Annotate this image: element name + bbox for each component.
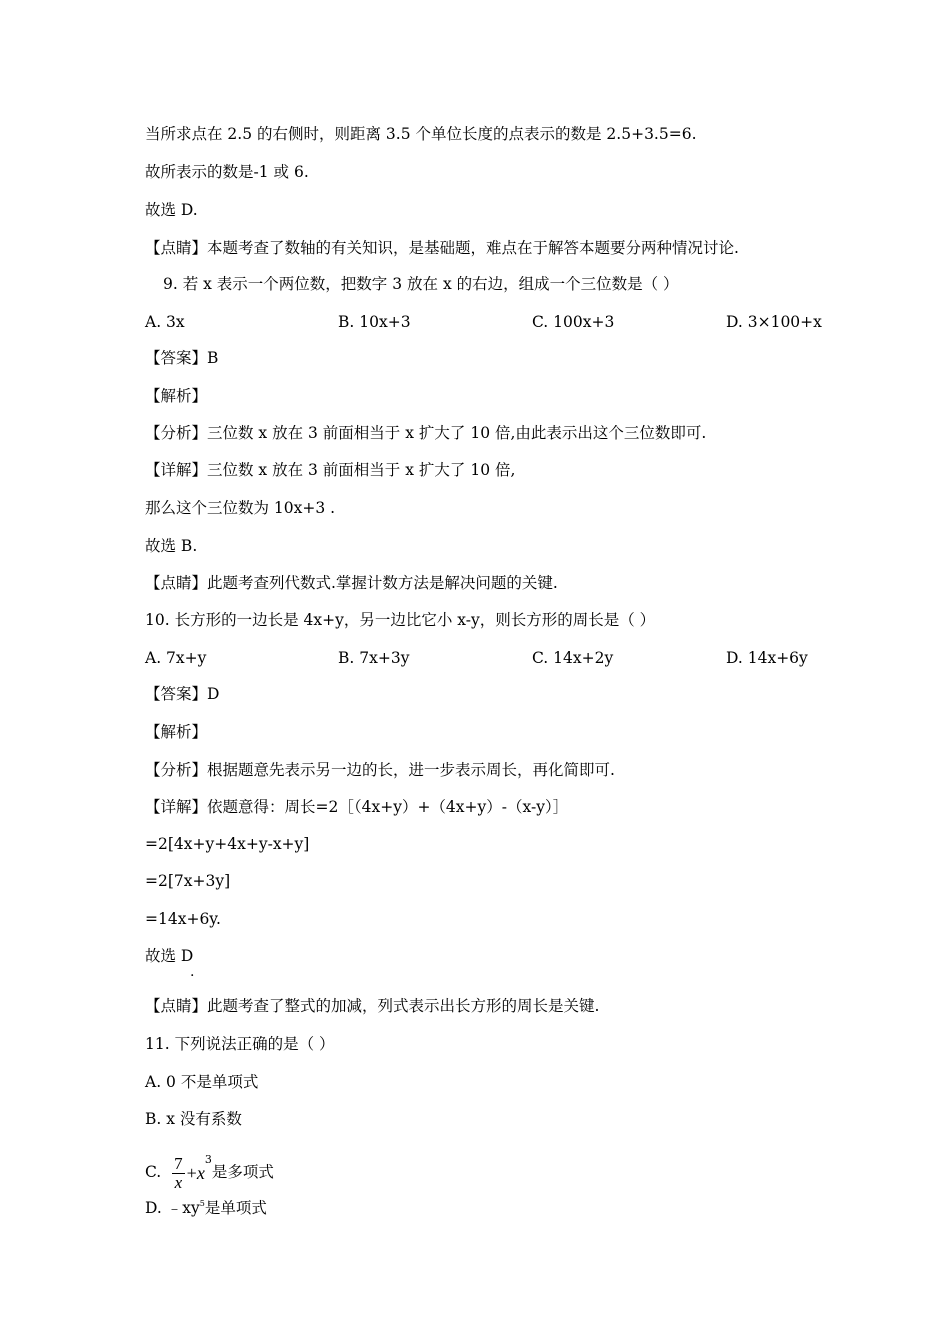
text-line: 那么这个三位数为 10x+3 . — [145, 499, 336, 517]
step-line: =2[7x+3y] — [145, 872, 231, 890]
option-d: D. 14x+6y — [726, 649, 808, 667]
answer-line: 【答案】B — [145, 349, 219, 367]
option-d-prefix: D. ﹣xy — [145, 1199, 200, 1217]
option-b: B. 7x+3y — [338, 649, 410, 667]
fraction-denominator: x — [174, 1172, 183, 1192]
option-a: A. 3x — [145, 313, 185, 331]
option-b: B. x 没有系数 — [145, 1110, 242, 1128]
fraction — [172, 1155, 185, 1192]
detail-line: 【详解】三位数 x 放在 3 前面相当于 x 扩大了 10 倍, — [145, 461, 516, 479]
analysis-heading: 【解析】 — [145, 723, 208, 741]
option-d-text: 是单项式 — [204, 1199, 267, 1217]
variable-x: x — [196, 1163, 205, 1183]
comment-line: 【点睛】本题考查了数轴的有关知识，是基础题，难点在于解答本题要分两种情况讨论. — [145, 239, 739, 257]
exponent: 5 — [199, 1199, 205, 1208]
fraction-numerator: 7 — [174, 1153, 183, 1173]
option-a: A. 7x+y — [145, 649, 207, 667]
period-mark: . — [190, 964, 195, 980]
question-10: 10. 长方形的一边长是 4x+y，另一边比它小 x-y，则长方形的周长是（ ） — [145, 611, 656, 629]
option-c: C. 100x+3 — [532, 313, 615, 331]
step-line: =2[4x+y+4x+y-x+y] — [145, 835, 310, 853]
option-c-label: C. — [145, 1163, 162, 1181]
text-line: 故选 D — [145, 947, 194, 965]
text-line: 当所求点在 2.5 的右侧时，则距离 3.5 个单位长度的点表示的数是 2.5+3.5=6. — [145, 125, 697, 143]
text-line: 故所表示的数是-1 或 6. — [145, 163, 309, 181]
analysis-heading: 【解析】 — [145, 387, 208, 405]
answer-line: 【答案】D — [145, 685, 220, 703]
step-line: =14x+6y. — [145, 910, 221, 928]
comment-line: 【点睛】此题考查列代数式.掌握计数方法是解决问题的关键. — [145, 574, 558, 592]
comment-line: 【点睛】此题考查了整式的加减，列式表示出长方形的周长是关键. — [145, 997, 600, 1015]
text-line: 故选 D. — [145, 201, 198, 219]
plus-sign: + — [186, 1163, 197, 1183]
option-c: C. 14x+2y — [532, 649, 614, 667]
text-line: 故选 B. — [145, 537, 198, 555]
detail-line: 【详解】依题意得：周长=2［（4x+y）+（4x+y）-（x-y）］ — [145, 798, 569, 816]
option-c — [145, 1140, 274, 1193]
analysis-line: 【分析】根据题意先表示另一边的长，进一步表示周长，再化简即可. — [145, 761, 615, 779]
option-a: A. 0 不是单项式 — [145, 1073, 259, 1091]
option-d — [145, 1194, 267, 1218]
question-9: 9. 若 x 表示一个两位数，把数字 3 放在 x 的右边，组成一个三位数是（ ） — [163, 275, 679, 293]
option-d: D. 3×100+x — [726, 313, 822, 331]
analysis-line: 【分析】三位数 x 放在 3 前面相当于 x 扩大了 10 倍,由此表示出这个三位数即可. — [145, 424, 707, 442]
option-c-text: 是多项式 — [211, 1163, 274, 1181]
option-b: B. 10x+3 — [338, 313, 411, 331]
exponent: 3 — [204, 1153, 212, 1166]
question-11: 11. 下列说法正确的是（ ） — [145, 1035, 335, 1053]
